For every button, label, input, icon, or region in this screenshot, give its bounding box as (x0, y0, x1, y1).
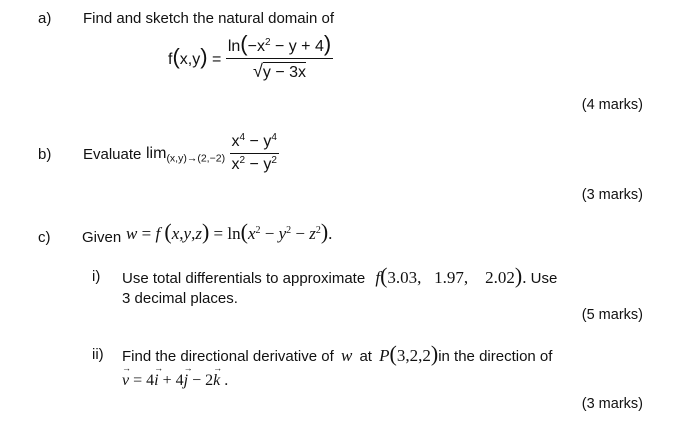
part-c-label: c) (38, 229, 51, 246)
subpart-ii-point: P(3,2,2) (379, 341, 439, 366)
subpart-i-marks: (5 marks) (581, 307, 643, 323)
subpart-i-label: i) (92, 268, 101, 285)
limit-operator: lim (146, 144, 167, 162)
part-a-denominator: √y − 3x (226, 58, 333, 82)
part-a-label: a) (38, 10, 52, 27)
limit-subscript: (x,y)→(2,−2) (166, 152, 226, 165)
part-b-denominator: $x^2 - y^2$ (231, 155, 277, 173)
subpart-ii-label: ii) (92, 346, 104, 363)
part-a-formula (168, 31, 333, 82)
part-b-fraction (230, 133, 279, 174)
part-b-numerator: $x^4 - y^4$ (231, 132, 277, 150)
subpart-ii-marks: (3 marks) (581, 396, 643, 412)
part-b-marks: (3 marks) (581, 187, 643, 203)
part-a-numerator: $\ln(-x^2 - y + 4)$ (227, 31, 332, 56)
part-a-fraction (226, 31, 333, 82)
subpart-i-expression: f(3.03, 1.97, 2.02). (375, 263, 527, 288)
part-b-label: b) (38, 146, 52, 163)
part-b-limit (146, 133, 279, 174)
subpart-i-line2: 3 decimal places. (122, 290, 238, 307)
part-a-marks: (4 marks) (581, 97, 643, 113)
subpart-ii-vector: → v = 4→ i + 4→ j − 2→ k . (122, 372, 228, 390)
part-c-text: Given (82, 229, 122, 246)
part-a-text: Find and sketch the natural domain of (83, 10, 334, 27)
subpart-ii-text-after: in the direction of (438, 348, 553, 365)
part-c-formula: w = f $(x,y,z) = \ln(x^2 - y^2 - z^2)$. (126, 219, 333, 244)
subpart-i-text (122, 263, 558, 288)
subpart-ii-text-before: Find the directional derivative of (122, 348, 334, 365)
subpart-ii-text-at: at (359, 348, 372, 365)
part-a-formula-lhs: f(x,y) = (168, 44, 222, 70)
subpart-i-text-after: Use (530, 270, 558, 287)
part-b-text: Evaluate (83, 146, 142, 163)
subpart-ii-var: w (340, 346, 353, 365)
subpart-i-text-before: Use total differentials to approximate (122, 270, 366, 287)
